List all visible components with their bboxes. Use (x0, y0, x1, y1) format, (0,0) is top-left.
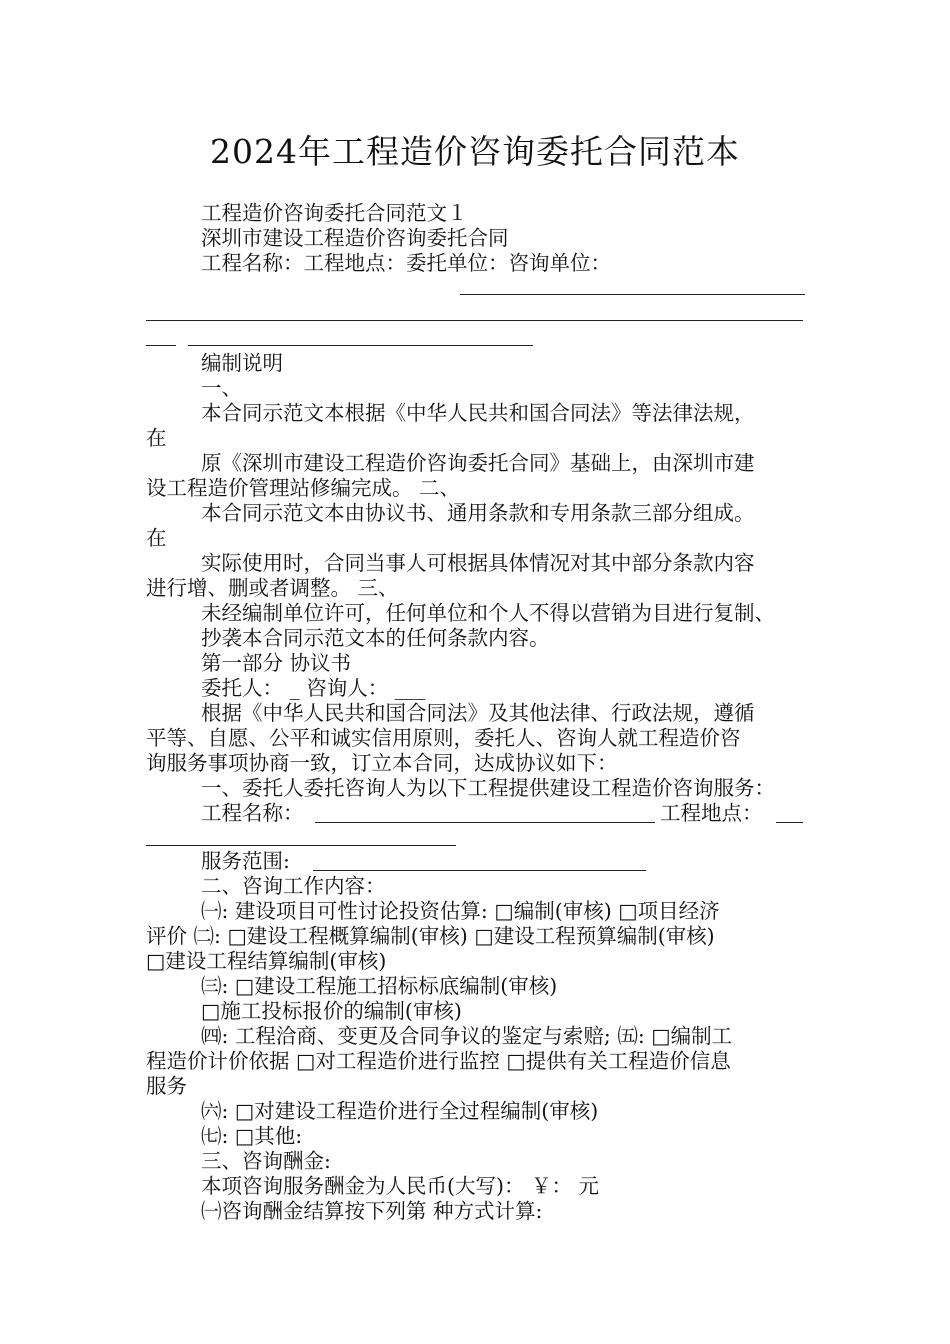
text-line: 本项咨询服务酬金为人民币(大写)： ￥： 元 (201, 1174, 600, 1198)
blank-underline (313, 870, 646, 871)
text-line: 平等、自愿、公平和诚实信用原则，委托人、咨询人就工程造价咨 (146, 726, 741, 750)
text-line: 根据《中华人民共和国合同法》及其他法律、行政法规，遵循 (201, 701, 755, 725)
text-line: 在 (146, 526, 167, 550)
text-line: 在 (146, 426, 167, 450)
text-line: ㈠咨询酬金结算按下列第 种方式计算: (201, 1199, 543, 1223)
text-line: 抄袭本合同示范文本的任何条款内容。 (201, 626, 550, 650)
blank-underline (776, 822, 803, 823)
text-line: 工程名称：工程地点：委托单位：咨询单位： (201, 251, 611, 275)
text-line: □施工投标报价的编制(审核) (201, 999, 462, 1023)
section-heading: 第一部分 协议书 (201, 651, 352, 675)
text-line: ㈣: 工程洽商、变更及合同争议的鉴定与索赔; ㈤: □编制工 (201, 1024, 733, 1048)
text-line: 程造价计价依据 □对工程造价进行监控 □提供有关工程造价信息 (146, 1049, 731, 1073)
blank-underline (146, 320, 803, 321)
text-line: 服务 (146, 1074, 187, 1098)
text-line: 三、咨询酬金: (201, 1149, 331, 1173)
text-line: ㈢: □建设工程施工招标标底编制(审核) (201, 974, 558, 998)
blank-underline (460, 294, 805, 295)
text-line: ㈥: □对建设工程造价进行全过程编制(审核) (201, 1099, 599, 1123)
text-line: □建设工程结算编制(审核) (146, 949, 387, 973)
blank-underline (188, 345, 533, 346)
text-line: 二、咨询工作内容： (201, 874, 386, 898)
text-line: 委托人： _ 咨询人： ___ (201, 676, 426, 700)
text-line: 询服务事项协商一致，订立本合同，达成协议如下： (146, 751, 618, 775)
text-line: 评价 ㈡: □建设工程概算编制(审核) □建设工程预算编制(审核) (146, 924, 715, 948)
text-line: 编制说明 (201, 351, 283, 375)
field-label: 工程名称： (201, 801, 304, 825)
text-line: 原《深圳市建设工程造价咨询委托合同》基础上，由深圳市建 (201, 451, 755, 475)
text-line: 实际使用时，合同当事人可根据具体情况对其中部分条款内容 (201, 551, 755, 575)
document-title: 2024年工程造价咨询委托合同范本 (210, 132, 740, 171)
text-line: 设工程造价管理站修编完成。 二、 (146, 476, 461, 500)
field-label: 服务范围: (201, 849, 290, 873)
blank-underline (146, 345, 176, 346)
blank-underline (146, 845, 456, 846)
blank-underline (315, 822, 655, 823)
text-line: ㈠: 建设项目可性讨论投资估算: □编制(审核) □项目经济 (201, 899, 720, 923)
text-line: 本合同示范文本根据《中华人民共和国合同法》等法律法规， (201, 401, 755, 425)
text-line: 工程造价咨询委托合同范文１ (201, 201, 468, 225)
text-line: 本合同示范文本由协议书、通用条款和专用条款三部分组成。 (201, 501, 755, 525)
text-line: 一、委托人委托咨询人为以下工程提供建设工程造价咨询服务： (201, 776, 775, 800)
text-line: 深圳市建设工程造价咨询委托合同 (201, 226, 509, 250)
text-line: 进行增、删或者调整。 三、 (146, 576, 399, 600)
field-label: 工程地点： (660, 801, 763, 825)
text-line: ㈦: □其他: (201, 1124, 303, 1148)
text-line: 未经编制单位许可，任何单位和个人不得以营销为目进行复制、 (201, 601, 775, 625)
text-line: 一、 (201, 376, 242, 400)
